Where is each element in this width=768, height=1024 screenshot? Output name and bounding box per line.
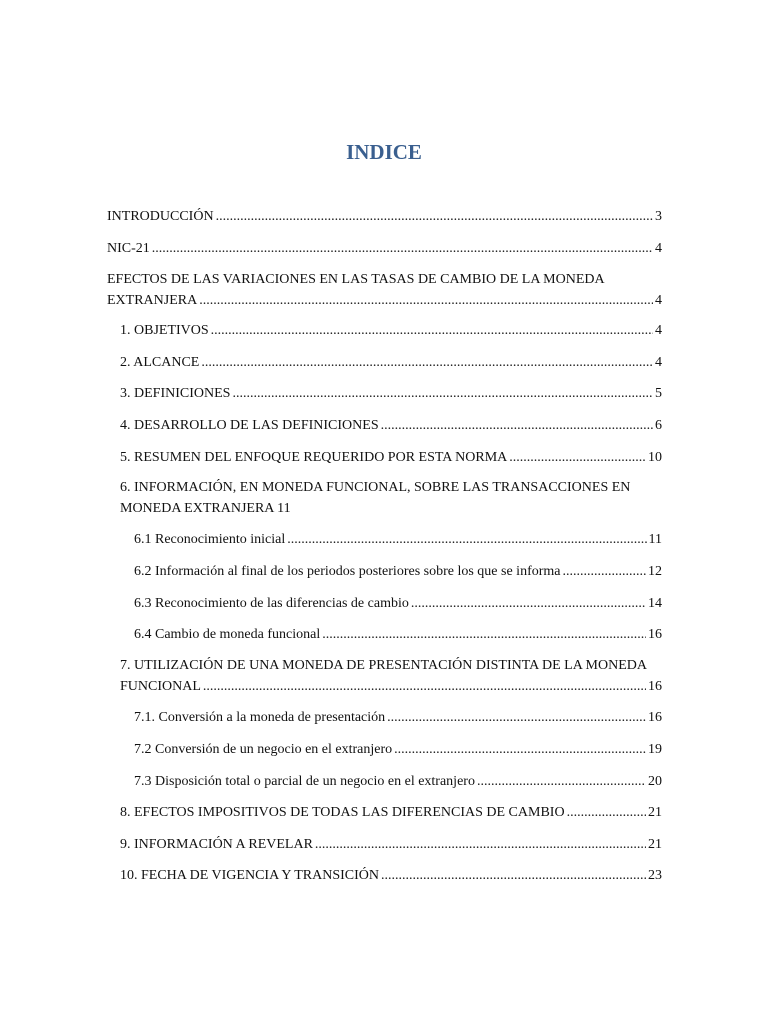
toc-entry-page: 10 bbox=[648, 450, 662, 465]
toc-entry[interactable] bbox=[134, 771, 662, 792]
toc-leader-dots bbox=[315, 834, 646, 855]
toc-entry[interactable] bbox=[120, 655, 662, 697]
toc-entry-label: 6.1 Reconocimiento inicial bbox=[134, 532, 286, 547]
toc-leader-dots bbox=[211, 320, 653, 341]
toc-entry-label: 7.1. Conversión a la moneda de presentación bbox=[134, 710, 386, 725]
toc-entry[interactable] bbox=[107, 206, 662, 227]
toc-leader-dots bbox=[203, 676, 646, 697]
toc-entry-label: INTRODUCCIÓN bbox=[107, 209, 214, 224]
toc-entry[interactable] bbox=[120, 834, 662, 855]
toc-entry-page: 11 bbox=[648, 532, 662, 547]
page-title: INDICE bbox=[346, 140, 422, 164]
toc-entry[interactable] bbox=[134, 561, 662, 582]
toc-entry-page: 23 bbox=[648, 868, 662, 883]
toc-leader-dots bbox=[322, 624, 646, 645]
toc-entry[interactable] bbox=[134, 624, 662, 645]
toc-entry[interactable] bbox=[120, 447, 662, 468]
toc-entry-label: 1. OBJETIVOS bbox=[120, 323, 209, 338]
toc-entry-page: 21 bbox=[648, 837, 662, 852]
toc-entry-label: 2. ALCANCE bbox=[120, 355, 200, 370]
toc-leader-dots bbox=[201, 352, 653, 373]
toc-entry-label: FUNCIONAL bbox=[120, 679, 201, 694]
toc-entry-page: 20 bbox=[648, 774, 662, 789]
toc-entry[interactable] bbox=[120, 320, 662, 341]
toc-entry-label-line2: MONEDA EXTRANJERA 11 bbox=[120, 501, 291, 516]
toc-entry[interactable] bbox=[134, 707, 662, 728]
toc-entry-label: 4. DESARROLLO DE LAS DEFINICIONES bbox=[120, 418, 379, 433]
toc-entry-label: EXTRANJERA bbox=[107, 293, 198, 308]
toc-entry-page: 5 bbox=[655, 386, 662, 401]
toc-entry-label: 9. INFORMACIÓN A REVELAR bbox=[120, 837, 313, 852]
toc-entry-label-line1: 6. INFORMACIÓN, EN MONEDA FUNCIONAL, SOBRE LAS TRANSACCIONES EN bbox=[120, 480, 631, 495]
toc-entry-page: 4 bbox=[655, 355, 662, 370]
toc-entry[interactable] bbox=[107, 269, 662, 311]
toc-leader-dots bbox=[287, 529, 646, 550]
toc-entry-label: 8. EFECTOS IMPOSITIVOS DE TODAS LAS DIFERENCIAS DE CAMBIO bbox=[120, 805, 565, 820]
toc-entry[interactable] bbox=[134, 593, 662, 614]
toc-entry[interactable] bbox=[134, 529, 662, 550]
toc-entry-page: 14 bbox=[648, 596, 662, 611]
toc-entry[interactable] bbox=[120, 383, 662, 404]
toc-entry-page: 3 bbox=[655, 209, 662, 224]
toc-entry[interactable] bbox=[134, 739, 662, 760]
toc-leader-dots bbox=[477, 771, 646, 792]
toc-entry-label: 5. RESUMEN DEL ENFOQUE REQUERIDO POR ESTA NORMA bbox=[120, 450, 508, 465]
toc-leader-dots bbox=[411, 593, 646, 614]
toc-entry[interactable] bbox=[107, 238, 662, 259]
toc-entry-label: NIC-21 bbox=[107, 241, 150, 256]
toc-entry-label: 7.3 Disposición total o parcial de un negocio en el extranjero bbox=[134, 774, 475, 789]
toc-leader-dots bbox=[381, 865, 646, 886]
toc-entry-page: 19 bbox=[648, 742, 662, 757]
toc-entry-label-line1: 7. UTILIZACIÓN DE UNA MONEDA DE PRESENTACIÓN DISTINTA DE LA MONEDA bbox=[120, 658, 648, 673]
toc-leader-dots bbox=[567, 802, 646, 823]
toc-entry[interactable] bbox=[120, 802, 662, 823]
toc-entry-label: 7.2 Conversión de un negocio en el extranjero bbox=[134, 742, 393, 757]
toc-entry-label: 10. FECHA DE VIGENCIA Y TRANSICIÓN bbox=[120, 868, 380, 883]
toc-entry-page: 4 bbox=[655, 293, 662, 308]
toc-entry-page: 12 bbox=[648, 564, 662, 579]
toc-entry-page: 4 bbox=[655, 241, 662, 256]
toc-entry-page: 16 bbox=[648, 627, 662, 642]
toc-entry-page: 6 bbox=[655, 418, 662, 433]
toc-leader-dots bbox=[563, 561, 646, 582]
toc-entry[interactable] bbox=[120, 865, 662, 886]
toc-leader-dots bbox=[199, 290, 653, 311]
toc-entry-label: 6.4 Cambio de moneda funcional bbox=[134, 627, 321, 642]
toc-leader-dots bbox=[394, 739, 646, 760]
toc-entry-page: 21 bbox=[648, 805, 662, 820]
toc-entry-label: 6.3 Reconocimiento de las diferencias de cambio bbox=[134, 596, 409, 611]
toc-entry-page: 16 bbox=[648, 679, 662, 694]
toc-entry-label-line1: EFECTOS DE LAS VARIACIONES EN LAS TASAS DE CAMBIO DE LA MONEDA bbox=[107, 272, 605, 287]
toc-entry-label: 3. DEFINICIONES bbox=[120, 386, 231, 401]
toc-entry[interactable] bbox=[120, 415, 662, 436]
toc-leader-dots bbox=[152, 238, 653, 259]
toc-entry-page: 4 bbox=[655, 323, 662, 338]
toc-leader-dots bbox=[216, 206, 653, 227]
toc-leader-dots bbox=[381, 415, 653, 436]
toc-leader-dots bbox=[509, 447, 646, 468]
toc-leader-dots bbox=[387, 707, 646, 728]
toc-entry[interactable] bbox=[120, 352, 662, 373]
toc-entry-label: 6.2 Información al final de los periodos posteriores sobre los que se informa bbox=[134, 564, 561, 579]
toc-leader-dots bbox=[232, 383, 653, 404]
toc-entry[interactable] bbox=[120, 477, 662, 519]
toc-entry-page: 16 bbox=[648, 710, 662, 725]
